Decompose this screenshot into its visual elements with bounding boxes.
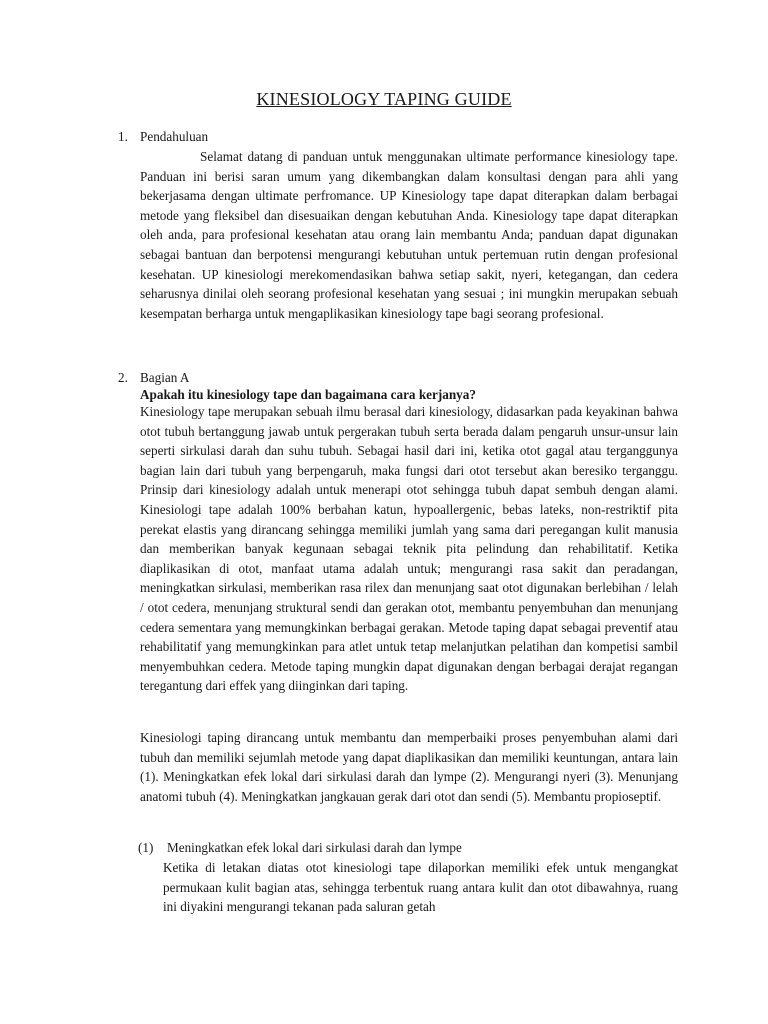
section-bagian-a	[118, 368, 678, 828]
section-heading: Bagian A	[140, 370, 190, 385]
section-number: 2.	[118, 370, 128, 385]
subsection-number: (1)	[138, 840, 154, 855]
document-title: KINESIOLOGY TAPING GUIDE	[256, 89, 512, 109]
section-number: 1.	[118, 129, 128, 144]
subsection-sirkulasi	[138, 838, 678, 958]
section-heading: Pendahuluan	[140, 129, 209, 144]
section-question: Apakah itu kinesiology tape dan bagaimana cara kerjanya?	[140, 387, 476, 402]
kinesiology-paragraph: Kinesiology tape merupakan sebuah ilmu berasal dari kinesiology, didasarkan pada keyakinan bahwa otot tubuh bertanggung jawab untuk pergerakan tubuh serta berada dalam pengaruh unsur-unsur lain seperti sirkulasi darah dan suhu tubuh. Sebagai hasil dari ini, ketika otot gagal atau terganggunya bagian lain dari tubuh yang berpengaruh, maka fungsi dari otot tersebut akan beresiko terganggu. Prinsip dari kinesiology adalah untuk menerapi otot sehingga tubuh dapat sembuh dengan alami. Kinesiologi tape adalah 100% berbahan katun, hypoallergenic, bebas lateks, non-restriktif pita perekat elastis yang dirancang sehingga memiliki jumlah yang sama dari peregangan kulit manusia dan memberikan banyak kegunaan sebagai teknik pita pelindung dan rehabilitatif. Ketika diaplikasikan di otot, manfaat utama adalah untuk; mengurangi rasa sakit dan peradangan, meningkatkan sirkulasi, memberikan rasa rilex dan menunjang saat otot digunakan berlebihan / lelah / otot cedera, menunjang struktural sendi dan gerakan otot, membantu penyembuhan dan menunjang cedera sementara yang memungkinkan berbagai gerakan. Metode taping dapat sebagai preventif atau rehabilitatif yang memungkinkan para atlet untuk tetap melanjutkan pelatihan dan kompetisi sambil menyembuhkan cedera. Metode taping mungkin dapat digunakan dengan berbagai derajat regangan teregantung dari effek yang diinginkan dari taping.	[140, 404, 678, 694]
subsection-heading: Meningkatkan efek lokal dari sirkulasi darah dan lympe	[167, 840, 462, 855]
taping-benefits-paragraph: Kinesiologi taping dirancang untuk membantu dan memperbaiki proses penyembuhan alami dari tubuh dan memiliki sejumlah metode yang dapat diaplikasikan dan memiliki keuntungan, antara lain (1). Meningkatkan efek lokal dari sirkulasi darah dan lympe (2). Mengurangi nyeri (3). Menunjang anatomi tubuh (4). Meningkatkan jangkauan gerak dari otot dan sendi (5). Membantu propioseptif.	[140, 730, 678, 804]
intro-paragraph: Selamat datang di panduan untuk menggunakan ultimate performance kinesiology tape. Panduan ini berisi saran umum yang dikembangkan dalam konsultasi dengan para ahli yang bekerjasama dengan ultimate perfromance. UP Kinesiology tape dapat diterapkan dalam berbagai metode yang fleksibel dan disesuaikan dengan kebutuhan Anda. Kinesiology tape dapat diterapkan oleh anda, para profesional kesehatan atau orang lain membantu Anda; panduan dapat digunakan sebagai bantuan dan berpotensi mengurangi kebutuhan untuk pertemuan rutin dengan profesional kesehatan. UP kinesiologi merekomendasikan bahwa setiap sakit, nyeri, ketegangan, dan cedera seharusnya dinilai oleh seorang profesional kesehatan yang sesuai ; ini mungkin merupakan sebuah kesempatan berharga untuk mengaplikasikan kinesiology tape bagi seorang profesional.	[140, 149, 678, 321]
section-pendahuluan	[118, 127, 678, 357]
subsection-paragraph: Ketika di letakan diatas otot kinesiologi tape dilaporkan memiliki efek untuk mengangkat permukaan kulit bagian atas, sehingga terbentuk ruang antara kulit dan otot dibawahnya, ruang ini diyakini mengurangi tekanan pada saluran getah	[163, 860, 678, 915]
